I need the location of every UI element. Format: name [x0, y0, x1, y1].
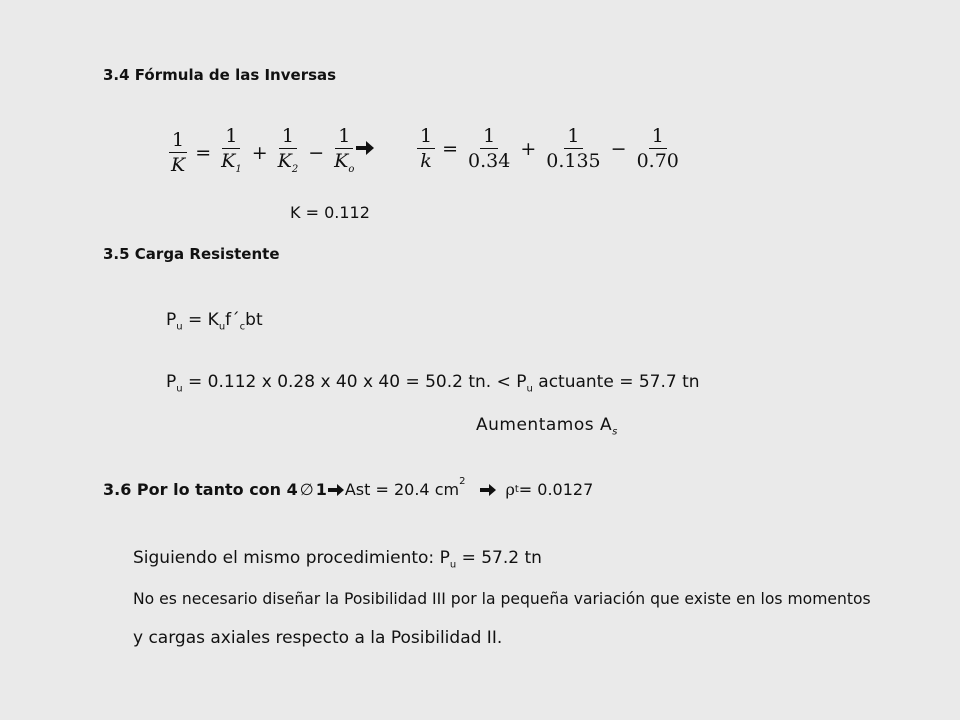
k-result: K = 0.112: [290, 203, 370, 222]
right-arrow-icon: [327, 483, 345, 497]
fraction-lhs: $\frac{1}{K}$: [171, 129, 186, 177]
equation-inverse-values: [414, 126, 685, 171]
fraction-ko: $\frac{1}{K_o}$: [334, 125, 355, 175]
conclusion-line-3: y cargas axiales respecto a la Posibilidad II.: [133, 628, 503, 648]
fraction-034: $\frac{1}{0.34}$: [468, 125, 511, 172]
heading-3-6: 3.6 Por lo tanto con 4 ∅ 1 Ast = 20.4 cm $^2$ ρ t = 0.0127: [103, 476, 594, 499]
rho-symbol: ρ: [505, 480, 515, 499]
heading-3-4: 3.4 Fórmula de las Inversas: [103, 66, 337, 84]
minus-sign: −: [610, 137, 627, 160]
right-arrow-icon: [355, 140, 375, 156]
fraction-070: $\frac{1}{0.70}$: [636, 125, 679, 172]
fraction-0135: $\frac{1}{0.135}$: [546, 125, 601, 172]
diameter-symbol: ∅: [299, 480, 314, 499]
pu-calculation: $P_u = 0.112$ x 0.28 x 40 x 40 = 50.2 tn. < $P_u$ actuante = 57.7 tn: [166, 372, 700, 395]
equation-inverse-formula: [165, 126, 360, 180]
pu-formula: $P_u$ = $K_uf´_cbt$: [166, 310, 263, 333]
conclusion-line-2: No es necesario diseñar la Posibilidad III por la pequeña variación que existe en los momentos: [133, 590, 871, 608]
fraction-k1: $\frac{1}{K_1}$: [221, 125, 242, 175]
right-arrow-icon: [479, 483, 497, 497]
equals-sign: =: [442, 137, 459, 160]
plus-sign: +: [520, 137, 537, 160]
minus-sign: −: [308, 141, 325, 164]
fraction-k2: $\frac{1}{K_2}$: [277, 125, 299, 175]
conclusion-line-1: Siguiendo el mismo procedimiento: $P_u = 57.2$ tn: [133, 548, 542, 571]
heading-3-5: 3.5 Carga Resistente: [103, 245, 280, 263]
equals-sign: =: [195, 141, 212, 164]
fraction-lhs-k: $\frac{1}{k}$: [417, 126, 435, 171]
increase-as-note: Aumentamos $A_s$: [476, 415, 618, 438]
plus-sign: +: [251, 141, 268, 164]
